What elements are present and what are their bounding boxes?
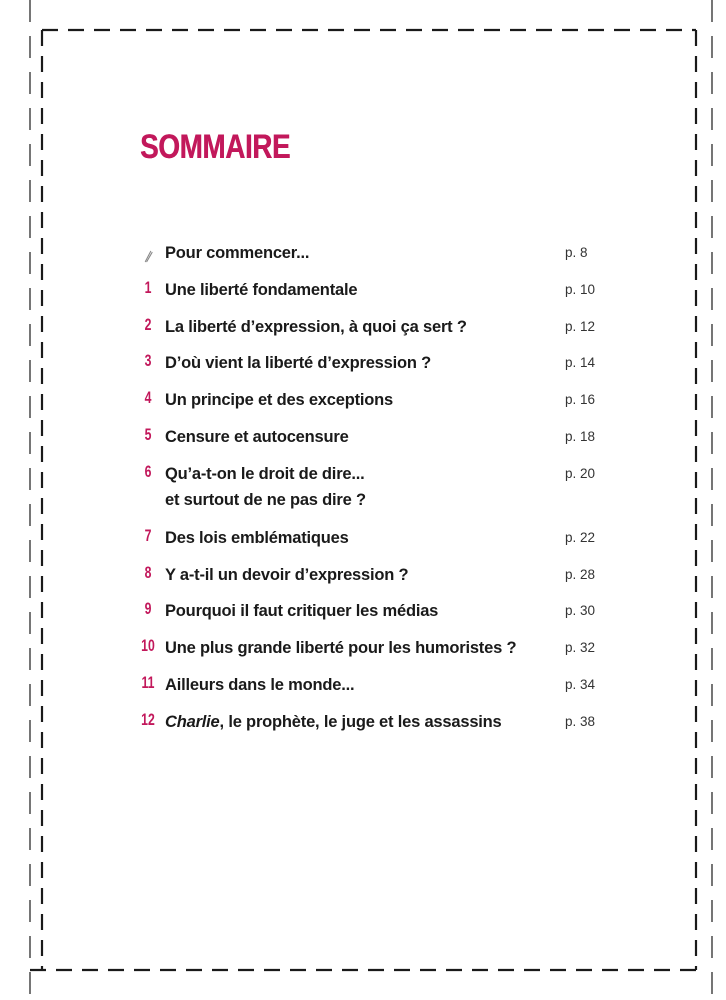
toc-page-number: p. 10 (565, 282, 596, 297)
chapter-number: 8 (144, 563, 152, 582)
chapter-number: 9 (144, 599, 152, 618)
toc-page-number: p. 22 (565, 530, 596, 545)
toc-page-number: p. 14 (565, 355, 596, 370)
chapter-number: 11 (141, 673, 155, 692)
toc-entry-label: Un principe et des exceptions (165, 391, 394, 409)
toc-page-number: p. 18 (565, 429, 596, 444)
chapter-number: 2 (144, 315, 152, 334)
page-title: SOMMAIRE (140, 128, 291, 166)
toc-entry-label: Y a-t-il un devoir d’expression ? (165, 566, 409, 584)
toc-entry-label: Qu’a-t-on le droit de dire... (165, 465, 365, 483)
toc-page-number: p. 16 (565, 392, 596, 407)
toc-entry-label: Pour commencer... (165, 244, 310, 262)
toc-page-number: p. 30 (565, 603, 596, 618)
chapter-number: 6 (144, 462, 152, 481)
toc-page-number: p. 38 (565, 714, 596, 729)
toc-entry-label: Une liberté fondamentale (165, 281, 358, 299)
chapter-number: 12 (141, 710, 155, 729)
toc-page-number: p. 34 (565, 677, 596, 692)
chapter-number: 7 (144, 526, 152, 545)
toc-page-number: p. 28 (565, 567, 596, 582)
toc-entry-label-continued: et surtout de ne pas dire ? (165, 491, 366, 509)
pencil-slash-icon (141, 246, 155, 264)
toc-entry-label (165, 709, 555, 735)
toc-entry-label: Censure et autocensure (165, 428, 349, 446)
toc-entry-label: Pourquoi il faut critiquer les médias (165, 602, 439, 620)
toc-entry-label-italic: Charlie (165, 713, 220, 731)
chapter-number: 4 (144, 388, 152, 407)
chapter-number: 1 (144, 278, 152, 297)
toc-page-number: p. 32 (565, 640, 596, 655)
toc-page-number: p. 12 (565, 319, 596, 334)
chapter-number: 3 (144, 351, 152, 370)
toc-entry-label: Une plus grande liberté pour les humoristes ? (165, 639, 517, 657)
toc-entry-label: Ailleurs dans le monde... (165, 676, 355, 694)
toc-page-number: p. 20 (565, 466, 596, 481)
chapter-number: 10 (141, 636, 155, 655)
toc-page-number: p. 8 (565, 245, 588, 260)
toc-entry-label: Des lois emblématiques (165, 529, 349, 547)
toc-entry-label-rest: , le prophète, le juge et les assassins (219, 713, 502, 731)
toc-entry-label: La liberté d’expression, à quoi ça sert ? (165, 318, 467, 336)
chapter-number: 5 (144, 425, 152, 444)
toc-entry-label: D’où vient la liberté d’expression ? (165, 354, 432, 372)
